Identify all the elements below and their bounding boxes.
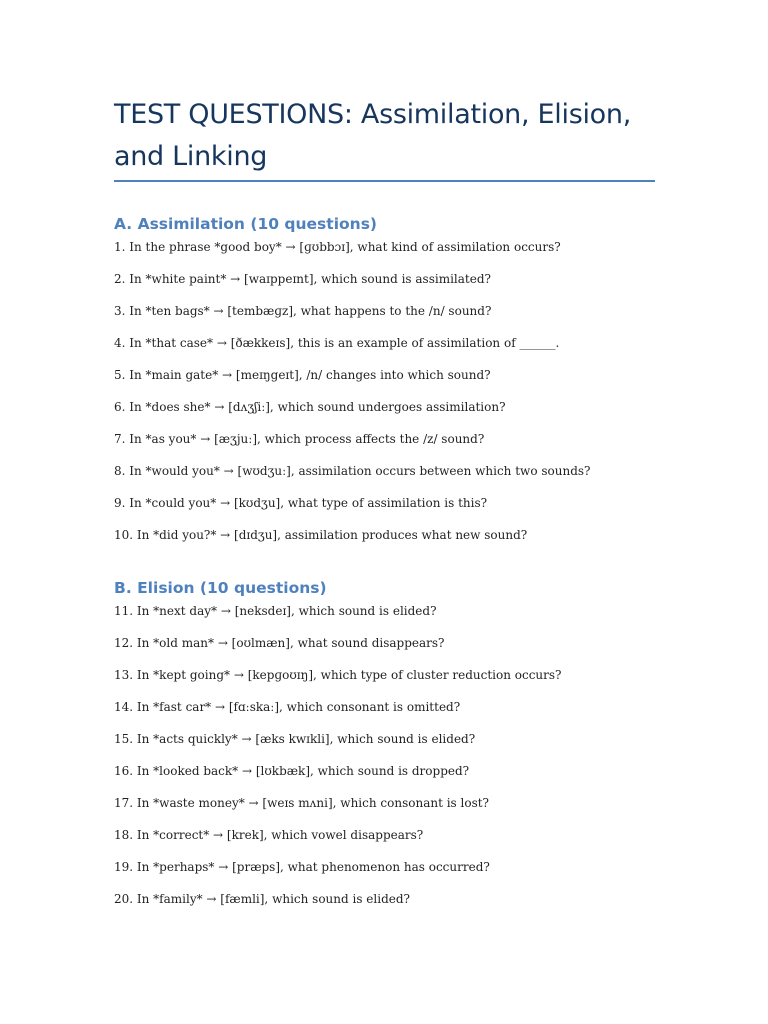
question-item: 13. In *kept going* → [kepɡoʊɪŋ], which type of cluster reduction occurs? <box>114 668 562 682</box>
title-divider <box>114 180 655 182</box>
section-heading: A. Assimilation (10 questions) <box>114 215 378 233</box>
section-assimilation <box>114 212 654 556</box>
question-item: 2. In *white paint* → [waɪppeɪnt], which sound is assimilated? <box>114 272 491 286</box>
question-item: 4. In *that case* → [ðækkeɪs], this is an example of assimilation of ______. <box>114 336 560 350</box>
question-item: 15. In *acts quickly* → [æks kwɪkli], which sound is elided? <box>114 732 476 746</box>
question-item: 1. In the phrase *good boy* → [ɡʊbbɔɪ], what kind of assimilation occurs? <box>114 240 561 254</box>
question-item: 7. In *as you* → [æʒjuː], which process affects the /z/ sound? <box>114 432 485 446</box>
section-elision <box>114 576 654 920</box>
question-item: 16. In *looked back* → [lʊkbæk], which sound is dropped? <box>114 764 470 778</box>
question-list <box>114 600 654 920</box>
question-item: 17. In *waste money* → [weɪs mʌni], which consonant is lost? <box>114 796 489 810</box>
question-item: 20. In *family* → [fæmli], which sound is elided? <box>114 892 410 906</box>
question-item: 6. In *does she* → [dʌʒʃiː], which sound undergoes assimilation? <box>114 400 506 414</box>
document-title: TEST QUESTIONS: Assimilation, Elision, and Linking <box>114 99 631 172</box>
question-item: 19. In *perhaps* → [præps], what phenomenon has occurred? <box>114 860 490 874</box>
question-item: 12. In *old man* → [oʊlmæn], what sound disappears? <box>114 636 445 650</box>
section-heading: B. Elision (10 questions) <box>114 579 327 597</box>
question-item: 18. In *correct* → [krek], which vowel disappears? <box>114 828 424 842</box>
question-item: 14. In *fast car* → [fɑːskaː], which consonant is omitted? <box>114 700 461 714</box>
question-item: 8. In *would you* → [wʊdʒuː], assimilation occurs between which two sounds? <box>114 464 591 478</box>
question-item: 9. In *could you* → [kʊdʒu], what type of assimilation is this? <box>114 496 488 510</box>
question-item: 11. In *next day* → [neksdeɪ], which sound is elided? <box>114 604 437 618</box>
question-list <box>114 236 654 556</box>
question-item: 3. In *ten bags* → [tembæɡz], what happens to the /n/ sound? <box>114 304 492 318</box>
question-item: 5. In *main gate* → [meɪŋgeɪt], /n/ changes into which sound? <box>114 368 491 382</box>
question-item: 10. In *did you?* → [dɪdʒu], assimilation produces what new sound? <box>114 528 528 542</box>
